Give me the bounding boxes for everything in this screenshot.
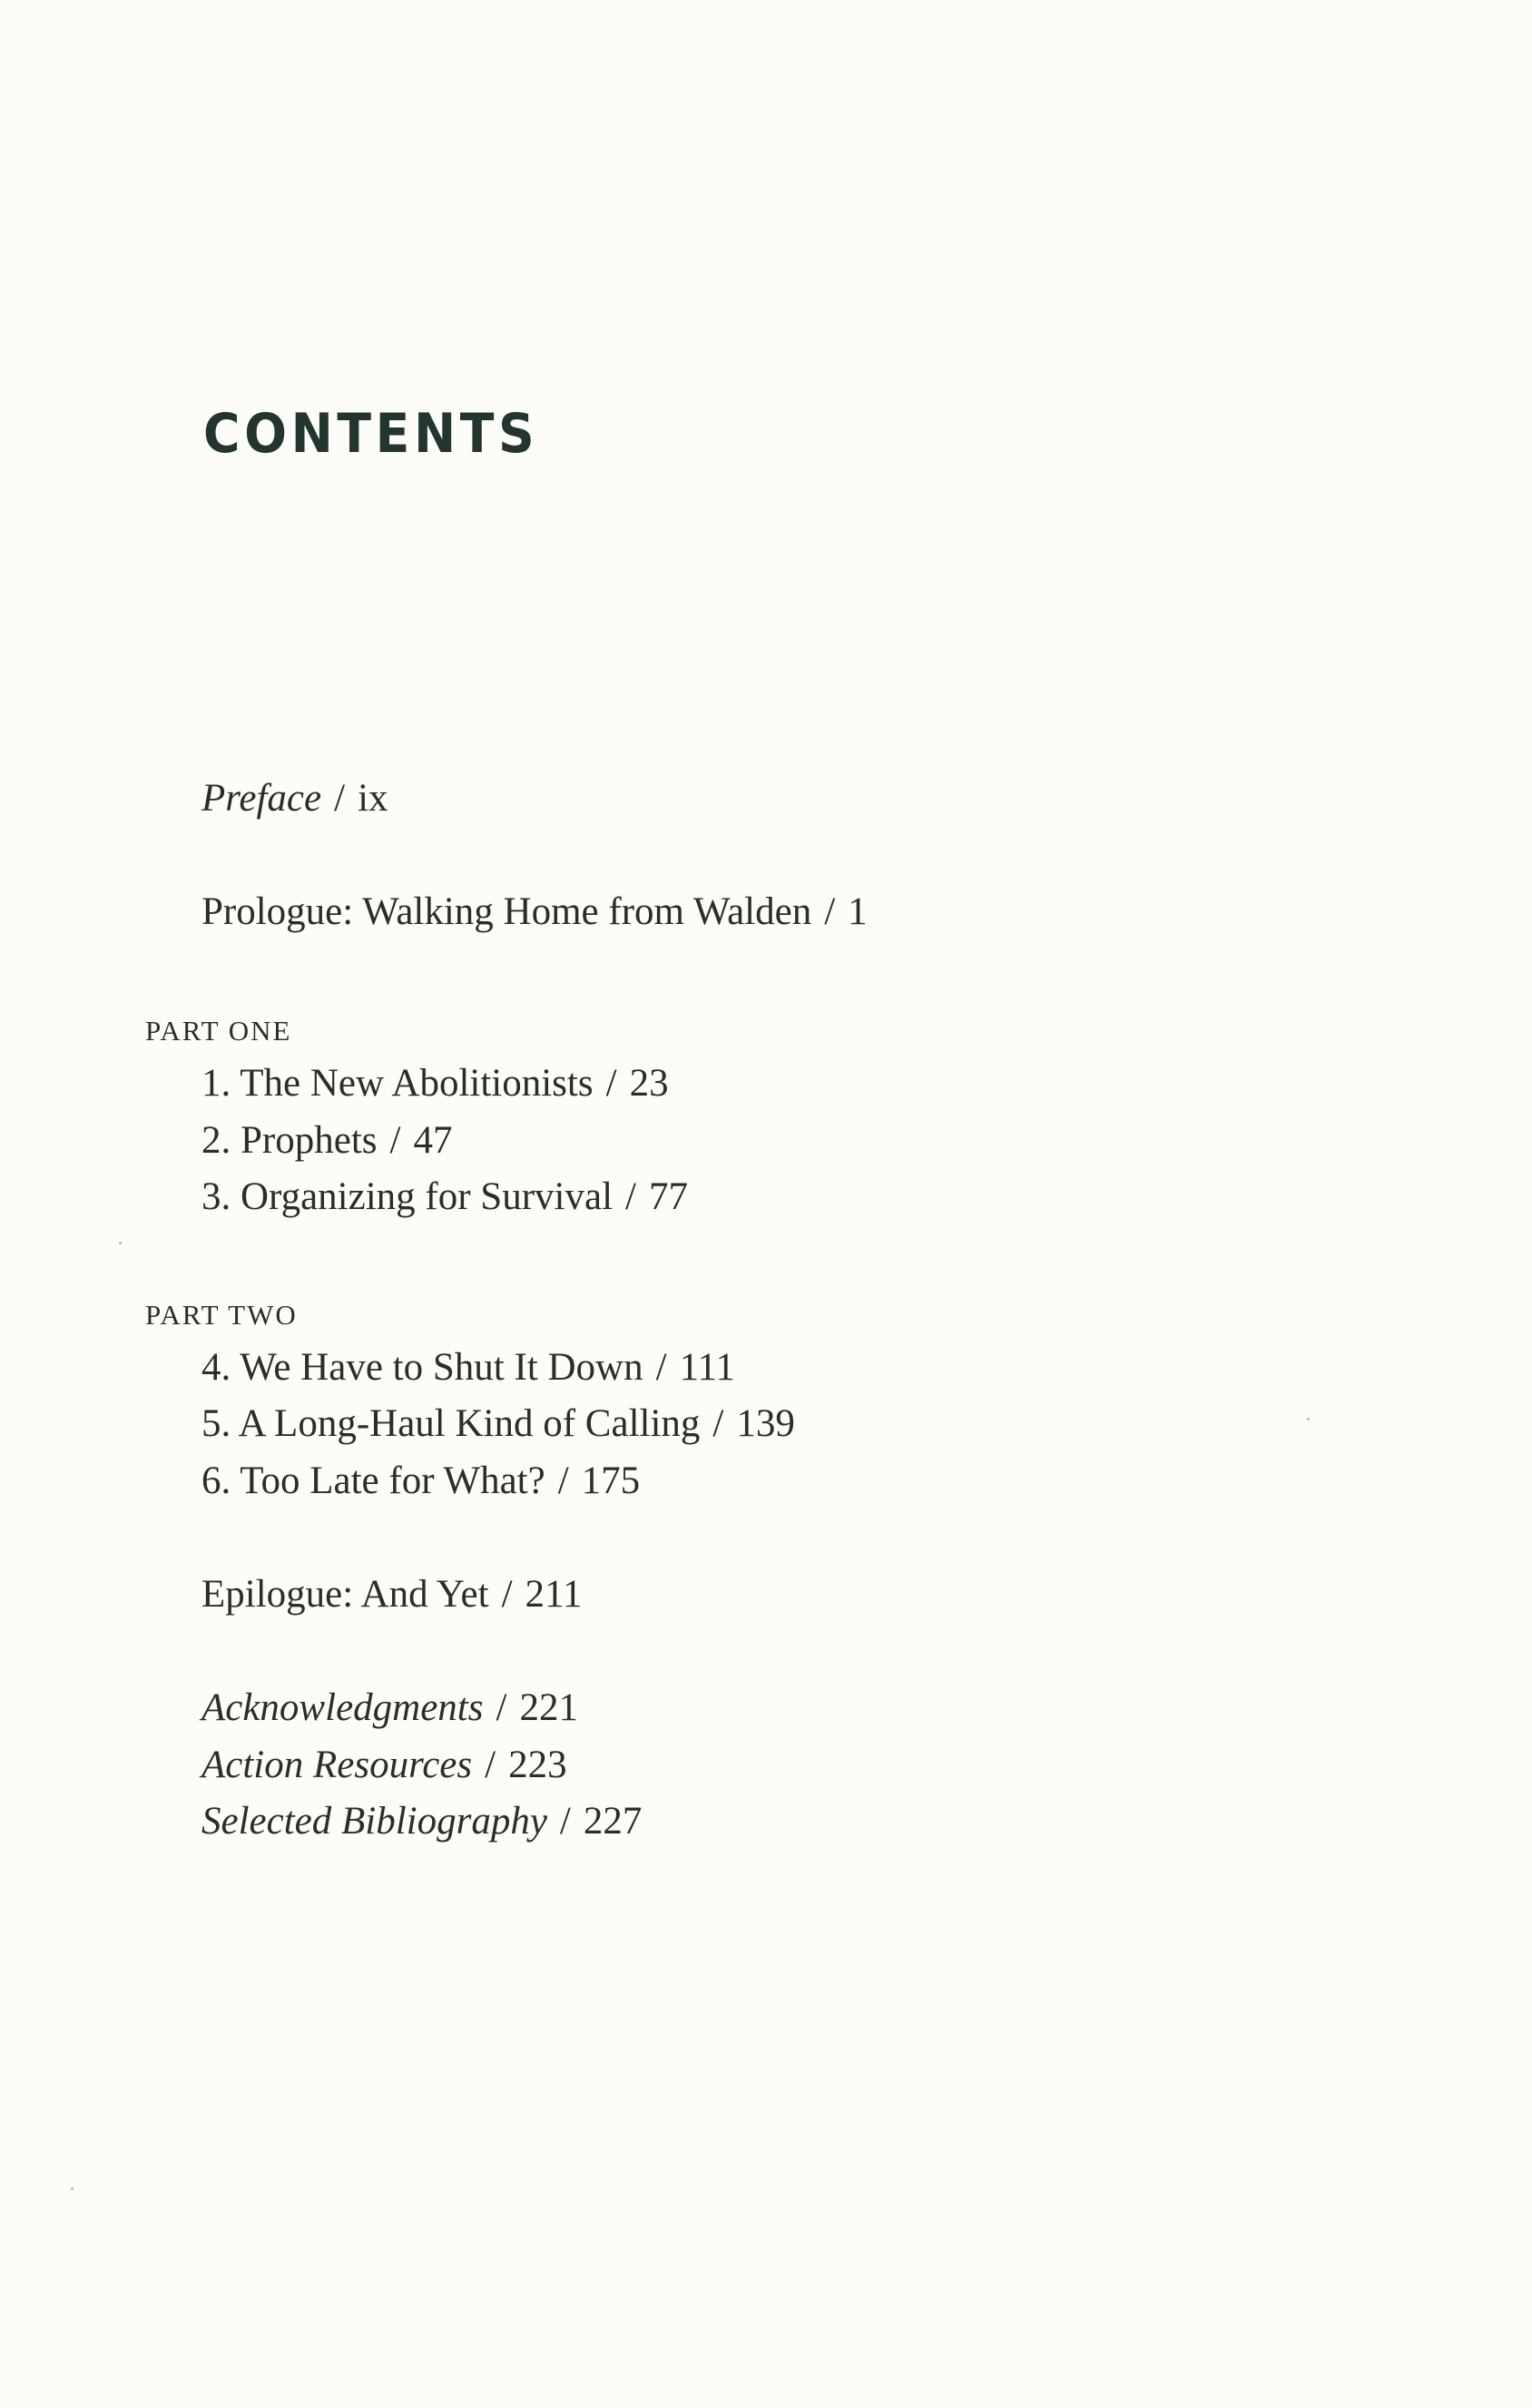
entry-separator: / — [501, 1573, 513, 1616]
toc-entry-chapter-2[interactable] — [201, 1121, 452, 1160]
entry-title: Acknowledgments — [201, 1686, 484, 1729]
toc-entry-chapter-5[interactable] — [201, 1404, 795, 1443]
entry-page-number: 23 — [629, 1062, 669, 1105]
entry-separator: / — [712, 1402, 724, 1445]
entry-page-number: 227 — [583, 1800, 643, 1843]
entry-page-number: 175 — [581, 1460, 641, 1502]
toc-entry-chapter-3[interactable] — [201, 1177, 688, 1216]
entry-page-number: 223 — [508, 1744, 567, 1786]
toc-entry-chapter-4[interactable] — [201, 1348, 735, 1387]
toc-entry-chapter-6[interactable] — [201, 1461, 640, 1500]
toc-entry-chapter-1[interactable] — [201, 1064, 669, 1103]
entry-page-number: 139 — [736, 1402, 795, 1445]
entry-title: 2. Prophets — [201, 1119, 378, 1162]
entry-page-number: 1 — [848, 890, 868, 933]
entry-page-number: 111 — [679, 1346, 735, 1389]
entry-separator: / — [824, 890, 836, 933]
scan-speck — [1307, 1418, 1310, 1420]
entry-separator: / — [559, 1800, 571, 1843]
toc-entry-preface[interactable] — [201, 779, 388, 818]
entry-separator: / — [485, 1744, 496, 1786]
part-one-label: PART ONE — [145, 1015, 292, 1047]
toc-entry-action-resources[interactable] — [201, 1745, 567, 1784]
toc-entry-prologue[interactable] — [201, 892, 868, 931]
part-two-label: PART TWO — [145, 1299, 298, 1331]
entry-title: 6. Too Late for What? — [201, 1460, 545, 1502]
toc-entry-epilogue[interactable] — [201, 1575, 582, 1614]
entry-separator: / — [557, 1460, 569, 1502]
entry-title: 5. A Long-Haul Kind of Calling — [201, 1402, 701, 1445]
scan-speck — [119, 1242, 122, 1244]
entry-separator: / — [605, 1062, 617, 1105]
entry-title: Epilogue: And Yet — [201, 1573, 489, 1616]
entry-separator: / — [334, 777, 346, 820]
entry-title: 4. We Have to Shut It Down — [201, 1346, 643, 1389]
entry-separator: / — [655, 1346, 667, 1389]
page-title: CONTENTS — [203, 402, 539, 466]
toc-entry-bibliography[interactable] — [201, 1802, 642, 1841]
entry-title: 1. The New Abolitionists — [201, 1062, 594, 1105]
entry-title: Action Resources — [201, 1744, 473, 1786]
entry-title: Selected Bibliography — [201, 1800, 547, 1843]
entry-title: 3. Organizing for Survival — [201, 1175, 614, 1218]
entry-page-number: 47 — [413, 1119, 453, 1162]
entry-separator: / — [389, 1119, 401, 1162]
entry-separator: / — [625, 1175, 636, 1218]
entry-page-number: 77 — [648, 1175, 688, 1218]
toc-entry-acknowledgments[interactable] — [201, 1688, 578, 1727]
entry-separator: / — [496, 1686, 507, 1729]
scan-speck — [71, 2187, 74, 2190]
entry-page-number: 211 — [525, 1573, 583, 1616]
entry-page-number: ix — [358, 777, 388, 820]
entry-title: Preface — [201, 777, 322, 820]
entry-title: Prologue: Walking Home from Walden — [201, 890, 812, 933]
entry-page-number: 221 — [519, 1686, 578, 1729]
